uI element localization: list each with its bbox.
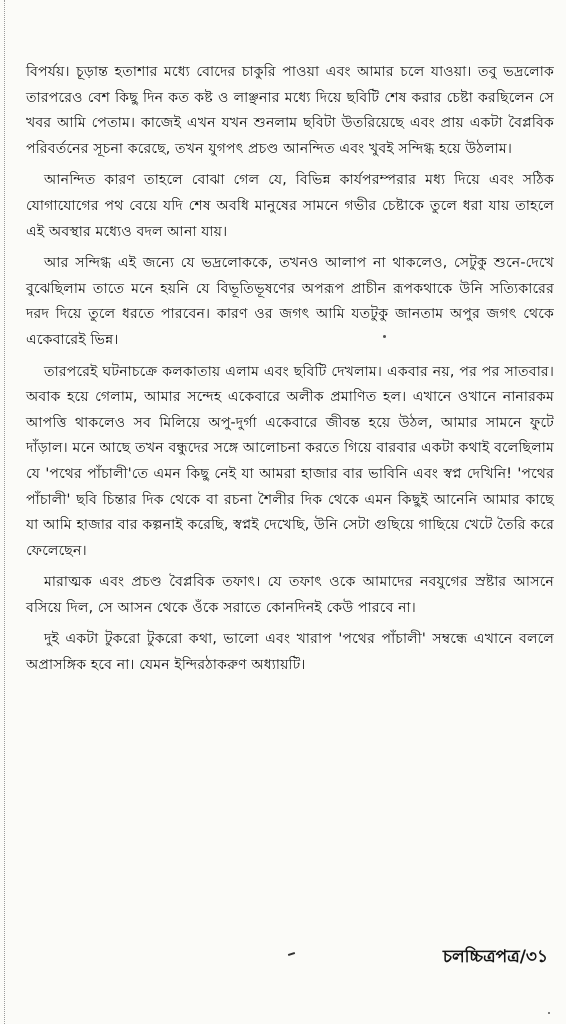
- footer-ink-mark: [288, 952, 295, 956]
- paragraph-3: আর সন্দিগ্ধ এই জন্যে যে ভদ্রলোককে, তখনও আলাপ না থাকলেও, সেটুকু শুনে-দেখে বুঝেছিলাম তাতে মনে হয়নি যে বিভূতিভূষণের অপরূপ প্রাচীন রূপকথাকে উনি সত্যিকারের দরদ দিয়ে তুলে ধরতে পারবেন। কারণ ওর জগৎ আমি যতটুকু জানতাম অপুর জগৎ থেকে একেবারেই ভিন্ন।: [26, 255, 554, 348]
- page-margin-line: [4, 0, 15, 1024]
- page-footer: [0, 945, 566, 979]
- paragraph-1: বিপর্যয়। চূড়ান্ত হতাশার মধ্যে বোদের চাকুরি পাওয়া এবং আমার চলে যাওয়া। তবু ভদ্রলোক তারপরেও বেশ কিছু দিন কত কষ্ট ও লাঞ্ছনার মধ্যে দিয়ে ছবিটি শেষ করার চেষ্টা করছিলেন সে খবর আমি পেতাম। কাজেই এখন যখন শুনলাম ছবিটা উতরিয়েছে এবং প্রায় একটা বৈপ্লবিক পরিবর্তনের সূচনা করেছে, তখন যুগপৎ প্রচণ্ড আনন্দিত এবং খুবই সন্দিগ্ধ হয়ে উঠলাম।: [26, 64, 554, 157]
- paragraph-2: আনন্দিত কারণ তাহলে বোঝা গেল যে, বিভিন্ন কার্যপরম্পরার মধ্য দিয়ে এবং সঠিক যোগাযোগের পথ বেয়ে যদি শেষ অবধি মানুষের সামনে গভীর চেষ্টাকে তুলে ধরা যায় তাহলে এই অবস্থার মধ্যেও বদল আনা যায়।: [26, 172, 554, 240]
- paragraph-4: তারপরেই ঘটনাচক্রে কলকাতায় এলাম এবং ছবিটি দেখলাম। একবার নয়, পর পর সাতবার। অবাক হয়ে গেলাম, আমার সন্দেহ একেবারে অলীক প্রমাণিত হল। এখানে ওখানে নানারকম আপত্তি থাকলেও সব মিলিয়ে অপু-দুর্গা একেবারে জীবন্ত হয়ে উঠল, আমার সামনে ফুটে দাঁড়াল। মনে আছে তখন বন্ধুদের সঙ্গে আলোচনা করতে গিয়ে বারবার একটা কথাই বলেছিলাম যে 'পথের পাঁচালী'তে এমন কিছু নেই যা আমরা হাজার বার ভাবিনি এবং স্বপ্ন দেখিনি! 'পথের পাঁচালী' ছবি চিন্তার দিক থেকে বা রচনা শৈলীর দিক থেকে এমন কিছুই আনেনি আমার কাছে যা আমি হাজার বার কল্পনাই করেছি, স্বপ্নই দেখেছি, উনি সেটা গুছিয়ে গাছিয়ে খেটে তৈরি করে ফেলেছেন।: [26, 363, 554, 559]
- journal-page-number: চলচ্চিত্রপত্র/৩১: [442, 947, 548, 967]
- article-body: [26, 60, 554, 685]
- paragraph-6: দুই একটা টুকরো টুকরো কথা, ভালো এবং খারাপ 'পথের পাঁচালী' সম্বন্ধে এখানে বললে অপ্রাসঙ্গিক হবে না। যেমন ইন্দিরঠাকরুণ অধ্যায়টি।: [26, 631, 554, 674]
- print-speck: [548, 1012, 550, 1014]
- paragraph-5: মারাত্মক এবং প্রচণ্ড বৈপ্লবিক তফাৎ। যে তফাৎ ওকে আমাদের নবযুগের স্রষ্টার আসনে বসিয়ে দিল, সে আসন থেকে ওঁকে সরাতে কোনদিনই কেউ পারবে না।: [26, 574, 554, 616]
